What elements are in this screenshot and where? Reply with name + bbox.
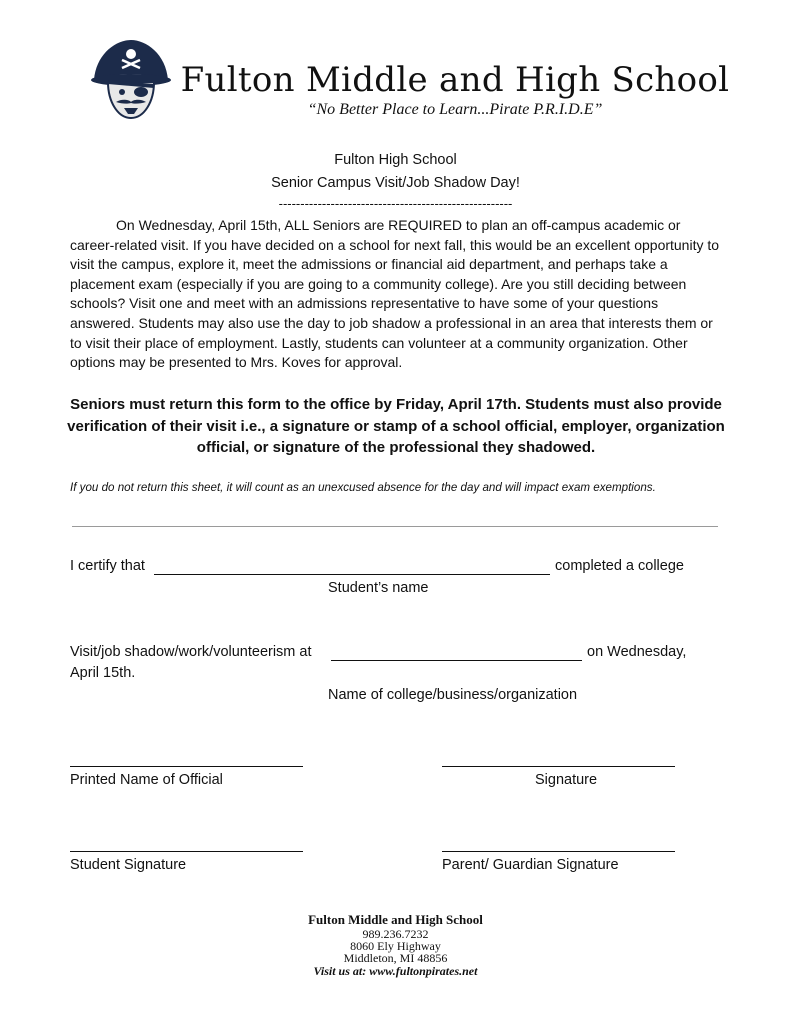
official-signature-field[interactable] bbox=[442, 766, 675, 767]
parent-signature-field[interactable] bbox=[442, 851, 675, 852]
visit-date: April 15th. bbox=[70, 665, 136, 681]
form-title: Senior Campus Visit/Job Shadow Day! bbox=[271, 175, 520, 191]
absence-note: If you do not return this sheet, it will count as an unexcused absence for the day and will impact exam exemptions. bbox=[70, 481, 656, 494]
parent-signature-label: Parent/ Guardian Signature bbox=[442, 857, 619, 873]
footer-school-name: Fulton Middle and High School bbox=[308, 912, 483, 927]
organization-field[interactable] bbox=[331, 660, 582, 661]
return-notice: Seniors must return this form to the office by Friday, April 17th. Students must also provide verification of their visit i.e., a signature or stamp of a school official, employer, organization official, or signature of the professional they shadowed. bbox=[67, 396, 725, 456]
visit-suffix: on Wednesday, bbox=[587, 644, 687, 660]
signature-label: Signature bbox=[535, 772, 598, 788]
student-name-field[interactable] bbox=[154, 574, 550, 575]
school-motto: “No Better Place to Learn...Pirate P.R.I.D.E” bbox=[307, 101, 603, 118]
official-name-label: Printed Name of Official bbox=[70, 772, 223, 788]
instructions-paragraph bbox=[70, 216, 722, 373]
certify-suffix: completed a college bbox=[555, 558, 684, 574]
footer-website-link[interactable]: Visit us at: www.fultonpirates.net bbox=[313, 964, 478, 978]
student-signature-field[interactable] bbox=[70, 851, 303, 852]
visit-prefix: Visit/job shadow/work/volunteerism at bbox=[70, 644, 312, 660]
certify-prefix: I certify that bbox=[70, 558, 145, 574]
title-divider: ------------------------------------------------------ bbox=[278, 196, 513, 211]
footer-street: 8060 Ely Highway bbox=[350, 939, 441, 953]
school-name: Fulton Middle and High School bbox=[180, 60, 730, 100]
instructions-text: On Wednesday, April 15th, ALL Seniors are REQUIRED to plan an off-campus academic or career-related visit. If you have decided on a school for next fall, this would be an excellent opportunity to visit the campus, explore it, meet the admissions or financial aid department, and perhaps take a placement exam (especially if you are going to a community college). Are you still deciding between schools? Visit one and meet with an admissions representative to have some of your questions answered. Students may also use the day to job shadow a professional in an area that interests them or to visit their place of employment. Lastly, students can volunteer at a community organization. Other options may be presented to Mrs. Koves for approval. bbox=[70, 217, 720, 371]
student-name-label: Student’s name bbox=[328, 580, 429, 596]
footer-phone: 989.236.7232 bbox=[362, 927, 429, 941]
section-divider bbox=[72, 526, 718, 527]
form-school: Fulton High School bbox=[334, 152, 457, 168]
official-name-field[interactable] bbox=[70, 766, 303, 767]
organization-label: Name of college/business/organization bbox=[328, 687, 578, 703]
student-signature-label: Student Signature bbox=[70, 857, 187, 873]
footer-city: Middleton, MI 48856 bbox=[343, 951, 448, 965]
